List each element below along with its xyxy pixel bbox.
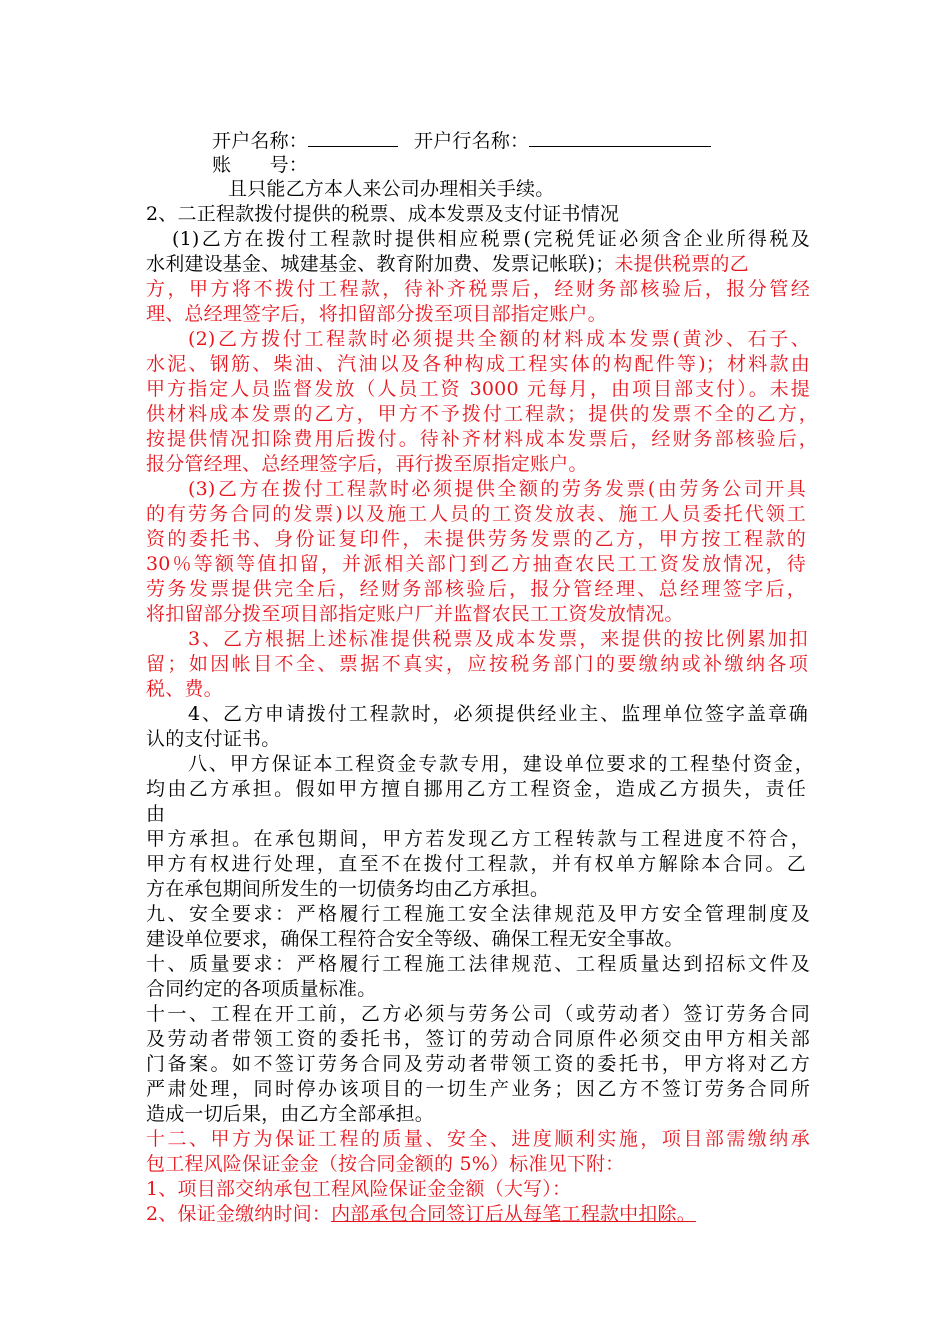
paragraph-line: 九、安全要求：严格履行工程施工安全法律规范及甲方安全管理制度及 [146, 903, 810, 925]
highlight-text: 未提供税票的乙 [614, 253, 749, 275]
paragraph-line-part: 水利建设基金、城建基金、教育附加费、发票记帐联)； [146, 253, 615, 275]
account-number-label: 账 号： [212, 154, 309, 176]
paragraph-line: 理、总经理签字后，将扣留部分拨至项目部指定账户。 [146, 303, 607, 325]
paragraph-line: 30％等额等值扣留，并派相关部门到乙方抽查农民工工资发放情况，待 [146, 553, 806, 575]
bank-name-label: 开户行名称： [414, 130, 530, 152]
paragraph-line [146, 251, 826, 277]
paragraph-line: 十一、工程在开工前，乙方必须与劳务公司（或劳动者）签订劳务合同 [146, 1003, 810, 1025]
paragraph-line: 建设单位要求，确保工程符合安全等级、确保工程无安全事故。 [146, 928, 684, 950]
paragraph-line: 甲方有权进行处理，直至不在拨付工程款，并有权单方解除本合同。乙 [146, 853, 806, 875]
paragraph-line: 包工程风险保证金金（按合同金额的 5%）标准见下附： [146, 1153, 625, 1175]
paragraph-line: 严肃处理，同时停办该项目的一切生产业务；因乙方不签订劳务合同所 [146, 1078, 810, 1100]
paragraph-line: 水泥、钢筋、柴油、汽油以及各种构成工程实体的构配件等)；材料款由 [146, 353, 810, 375]
section-heading: 2、二正程款拨付提供的税票、成本发票及支付证书情况 [146, 203, 620, 225]
account-name-line [212, 126, 752, 152]
paragraph-line: 造成一切后果，由乙方全部承担。 [146, 1103, 435, 1125]
paragraph-line: 4、乙方申请拨付工程款时，必须提供经业主、监理单位签字盖章确 [188, 703, 808, 725]
account-number-line [212, 152, 892, 178]
paragraph-line [146, 1201, 826, 1227]
paragraph-line: 报分管经理、总经理签字后，再行拨至原指定账户。 [146, 453, 588, 475]
paragraph-line: 及劳动者带领工资的委托书，签订的劳动合同原件必须交由甲方相关部 [146, 1028, 810, 1050]
account-name-blank[interactable] [308, 126, 398, 147]
bank-name-blank[interactable] [529, 126, 711, 147]
paragraph-line-part: 2、保证金缴纳时间： [146, 1203, 332, 1225]
paragraph-line: 方，甲方将不拨付工程款，待补齐税票后，经财务部核验后，报分管经 [146, 278, 810, 300]
paragraph-line: (2)乙方拨付工程款时必须提共全额的材料成本发票(黄沙、石子、 [188, 328, 810, 350]
paragraph-line: 劳务发票提供完全后，经财务部核验后，报分管经理、总经理签字后， [146, 578, 806, 600]
paragraph-line: 认的支付证书。 [146, 728, 281, 750]
paragraph-line: 将扣留部分拨至项目部指定账户厂并监督农民工工资发放情况。 [146, 603, 684, 625]
paragraph-line: 供材料成本发票的乙方，甲方不予拨付工程款；提供的发票不全的乙方， [146, 403, 818, 425]
paragraph-line: 且只能乙方本人来公司办理相关手续。 [228, 178, 555, 200]
paragraph-line: 留；如因帐目不全、票据不真实，应按税务部门的要缴纳或补缴纳各项 [146, 653, 808, 675]
paragraph-line: 十二、甲方为保证工程的质量、安全、进度顺利实施，项目部需缴纳承 [146, 1128, 810, 1150]
paragraph-line: 十、质量要求：严格履行工程施工法律规范、工程质量达到招标文件及 [146, 953, 810, 975]
account-name-label: 开户名称： [212, 130, 309, 152]
deposit-time-value: 内部承包合同签订后从每笔工程款中扣除。 [331, 1203, 696, 1225]
paragraph-line: 门备案。如不签订劳务合同及劳动者带领工资的委托书，甲方将对乙方 [146, 1053, 810, 1075]
paragraph-line: 甲方承担。在承包期间，甲方若发现乙方工程转款与工程进度不符合， [146, 828, 810, 850]
paragraph-line: 1、项目部交纳承包工程风险保证金金额（大写）： [146, 1178, 572, 1200]
paragraph-line: 方在承包期间所发生的一切债务均由乙方承担。 [146, 878, 550, 900]
paragraph-line: 合同约定的各项质量标准。 [146, 978, 377, 1000]
paragraph-line: 的有劳务合同的发票)以及施工人员的工资发放表、施工人员委托代领工 [146, 503, 806, 525]
paragraph-line: (3)乙方在拨付工程款时必须提供全额的劳务发票(由劳务公司开具 [188, 478, 806, 500]
paragraph-line: 税、费。 [146, 678, 223, 700]
paragraph-line: 八、甲方保证本工程资金专款专用，建设单位要求的工程垫付资金， [188, 753, 814, 775]
paragraph-line: 由 [146, 803, 166, 825]
paragraph-line: (1)乙方在拨付工程款时提供相应税票(完税凭证必须含企业所得税及 [172, 228, 810, 250]
paragraph-line: 资的委托书、身份证复印件，未提供劳务发票的乙方，甲方按工程款的 [146, 528, 806, 550]
paragraph-line: 均由乙方承担。假如甲方擅自挪用乙方工程资金，造成乙方损失，责任 [146, 778, 806, 800]
paragraph-line: 按提供情况扣除费用后拨付。待补齐材料成本发票后，经财务部核验后， [146, 428, 818, 450]
paragraph-line: 3、乙方根据上述标准提供税票及成本发票，来提供的按比例累加扣 [188, 628, 808, 650]
paragraph-line: 甲方指定人员监督发放（人员工资 3000 元每月，由项目部支付）。未提 [146, 378, 810, 400]
